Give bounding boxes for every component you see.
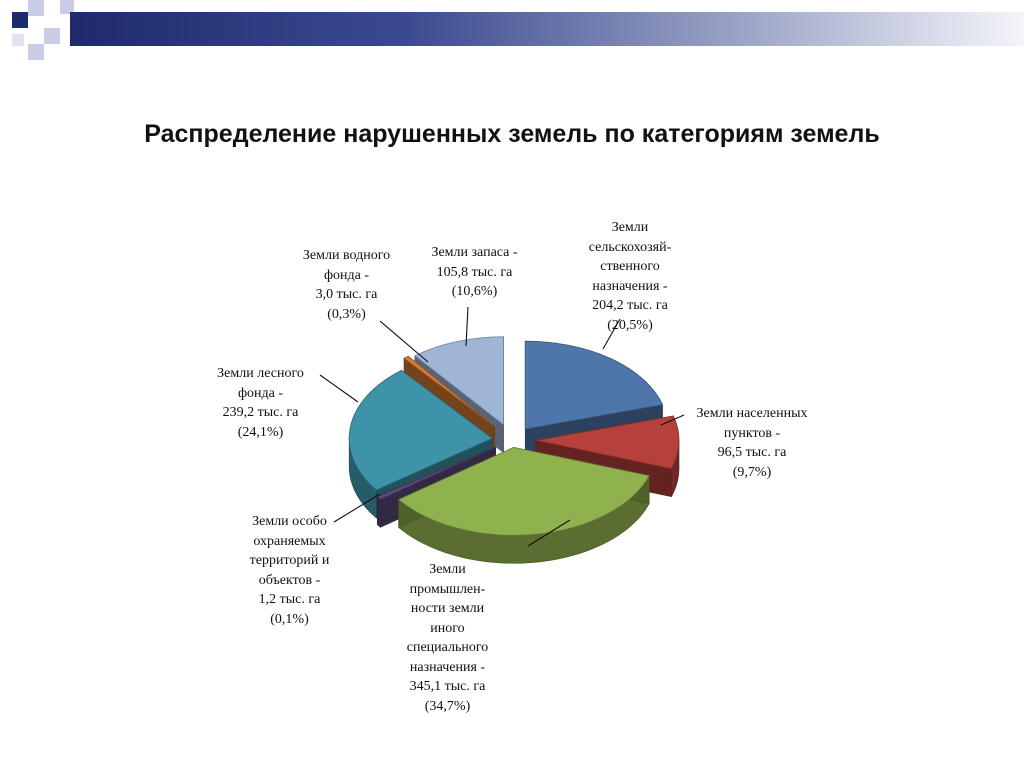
slice-label-line: назначения - — [592, 278, 668, 294]
slice-label-line: 1,2 тыс. га — [258, 592, 321, 607]
slice-label-line: 3,0 тыс. га — [315, 287, 378, 302]
leader-line — [380, 321, 428, 362]
slice-label — [279, 246, 414, 324]
slice-label-line: (9,7%) — [732, 464, 772, 480]
slice-label-line: 239,2 тыс. га — [222, 405, 299, 420]
slice-label-line: (34,7%) — [424, 698, 471, 714]
slice-label — [682, 404, 822, 482]
slice-label-line: Земли лесного — [217, 366, 304, 381]
slice-label-line: специального — [406, 640, 489, 655]
slice-label-line: объектов - — [258, 572, 321, 588]
slice-label-line: охраняемых — [253, 533, 326, 549]
slice-label — [412, 243, 537, 302]
slice-label-line: назначения - — [409, 659, 486, 675]
slice-label-line: Земли населенных — [696, 406, 808, 421]
slice-label-line: (0,1%) — [270, 611, 309, 627]
slice-label-line: пунктов - — [723, 425, 781, 441]
slice-label-line: Земли — [429, 562, 466, 577]
slice-label — [565, 218, 695, 335]
slice-label-line: 345,1 тыс. га — [409, 679, 486, 694]
slice-label-line: 204,2 тыс. га — [592, 298, 668, 313]
slice-label-line: (24,1%) — [237, 424, 284, 440]
slice-label-line: сельскохозяй- — [588, 239, 672, 255]
slice-label-line: Земли запаса - — [431, 245, 518, 260]
slice-label-line: Земли особо — [252, 514, 327, 529]
slice-label — [222, 512, 357, 629]
slice-label-line: (10,6%) — [451, 284, 498, 299]
slice-label-line: (20,5%) — [607, 317, 653, 333]
slice-label-line: фонда - — [237, 385, 284, 401]
slice-label-line: 96,5 тыс. га — [717, 445, 787, 460]
slice-label — [385, 560, 510, 716]
leader-line — [320, 375, 358, 402]
slice-label-line: ственного — [600, 259, 660, 274]
slice-label-line: 105,8 тыс. га — [436, 264, 513, 280]
chart-title: Распределение нарушенных земель по категориям земель — [144, 120, 880, 148]
slice-label-line: промышлен- — [409, 581, 486, 597]
slice-label-line: Земли — [611, 220, 649, 235]
slice-label — [198, 364, 323, 442]
slice-label-line: Земли водного — [302, 248, 391, 263]
slice-label-line: иного — [430, 620, 465, 636]
slice-label-line: (0,3%) — [327, 306, 366, 322]
slice-label-line: ности земли — [410, 601, 485, 616]
slice-label-line: фонда - — [323, 267, 370, 283]
slice-label-line: территорий и — [249, 553, 330, 568]
